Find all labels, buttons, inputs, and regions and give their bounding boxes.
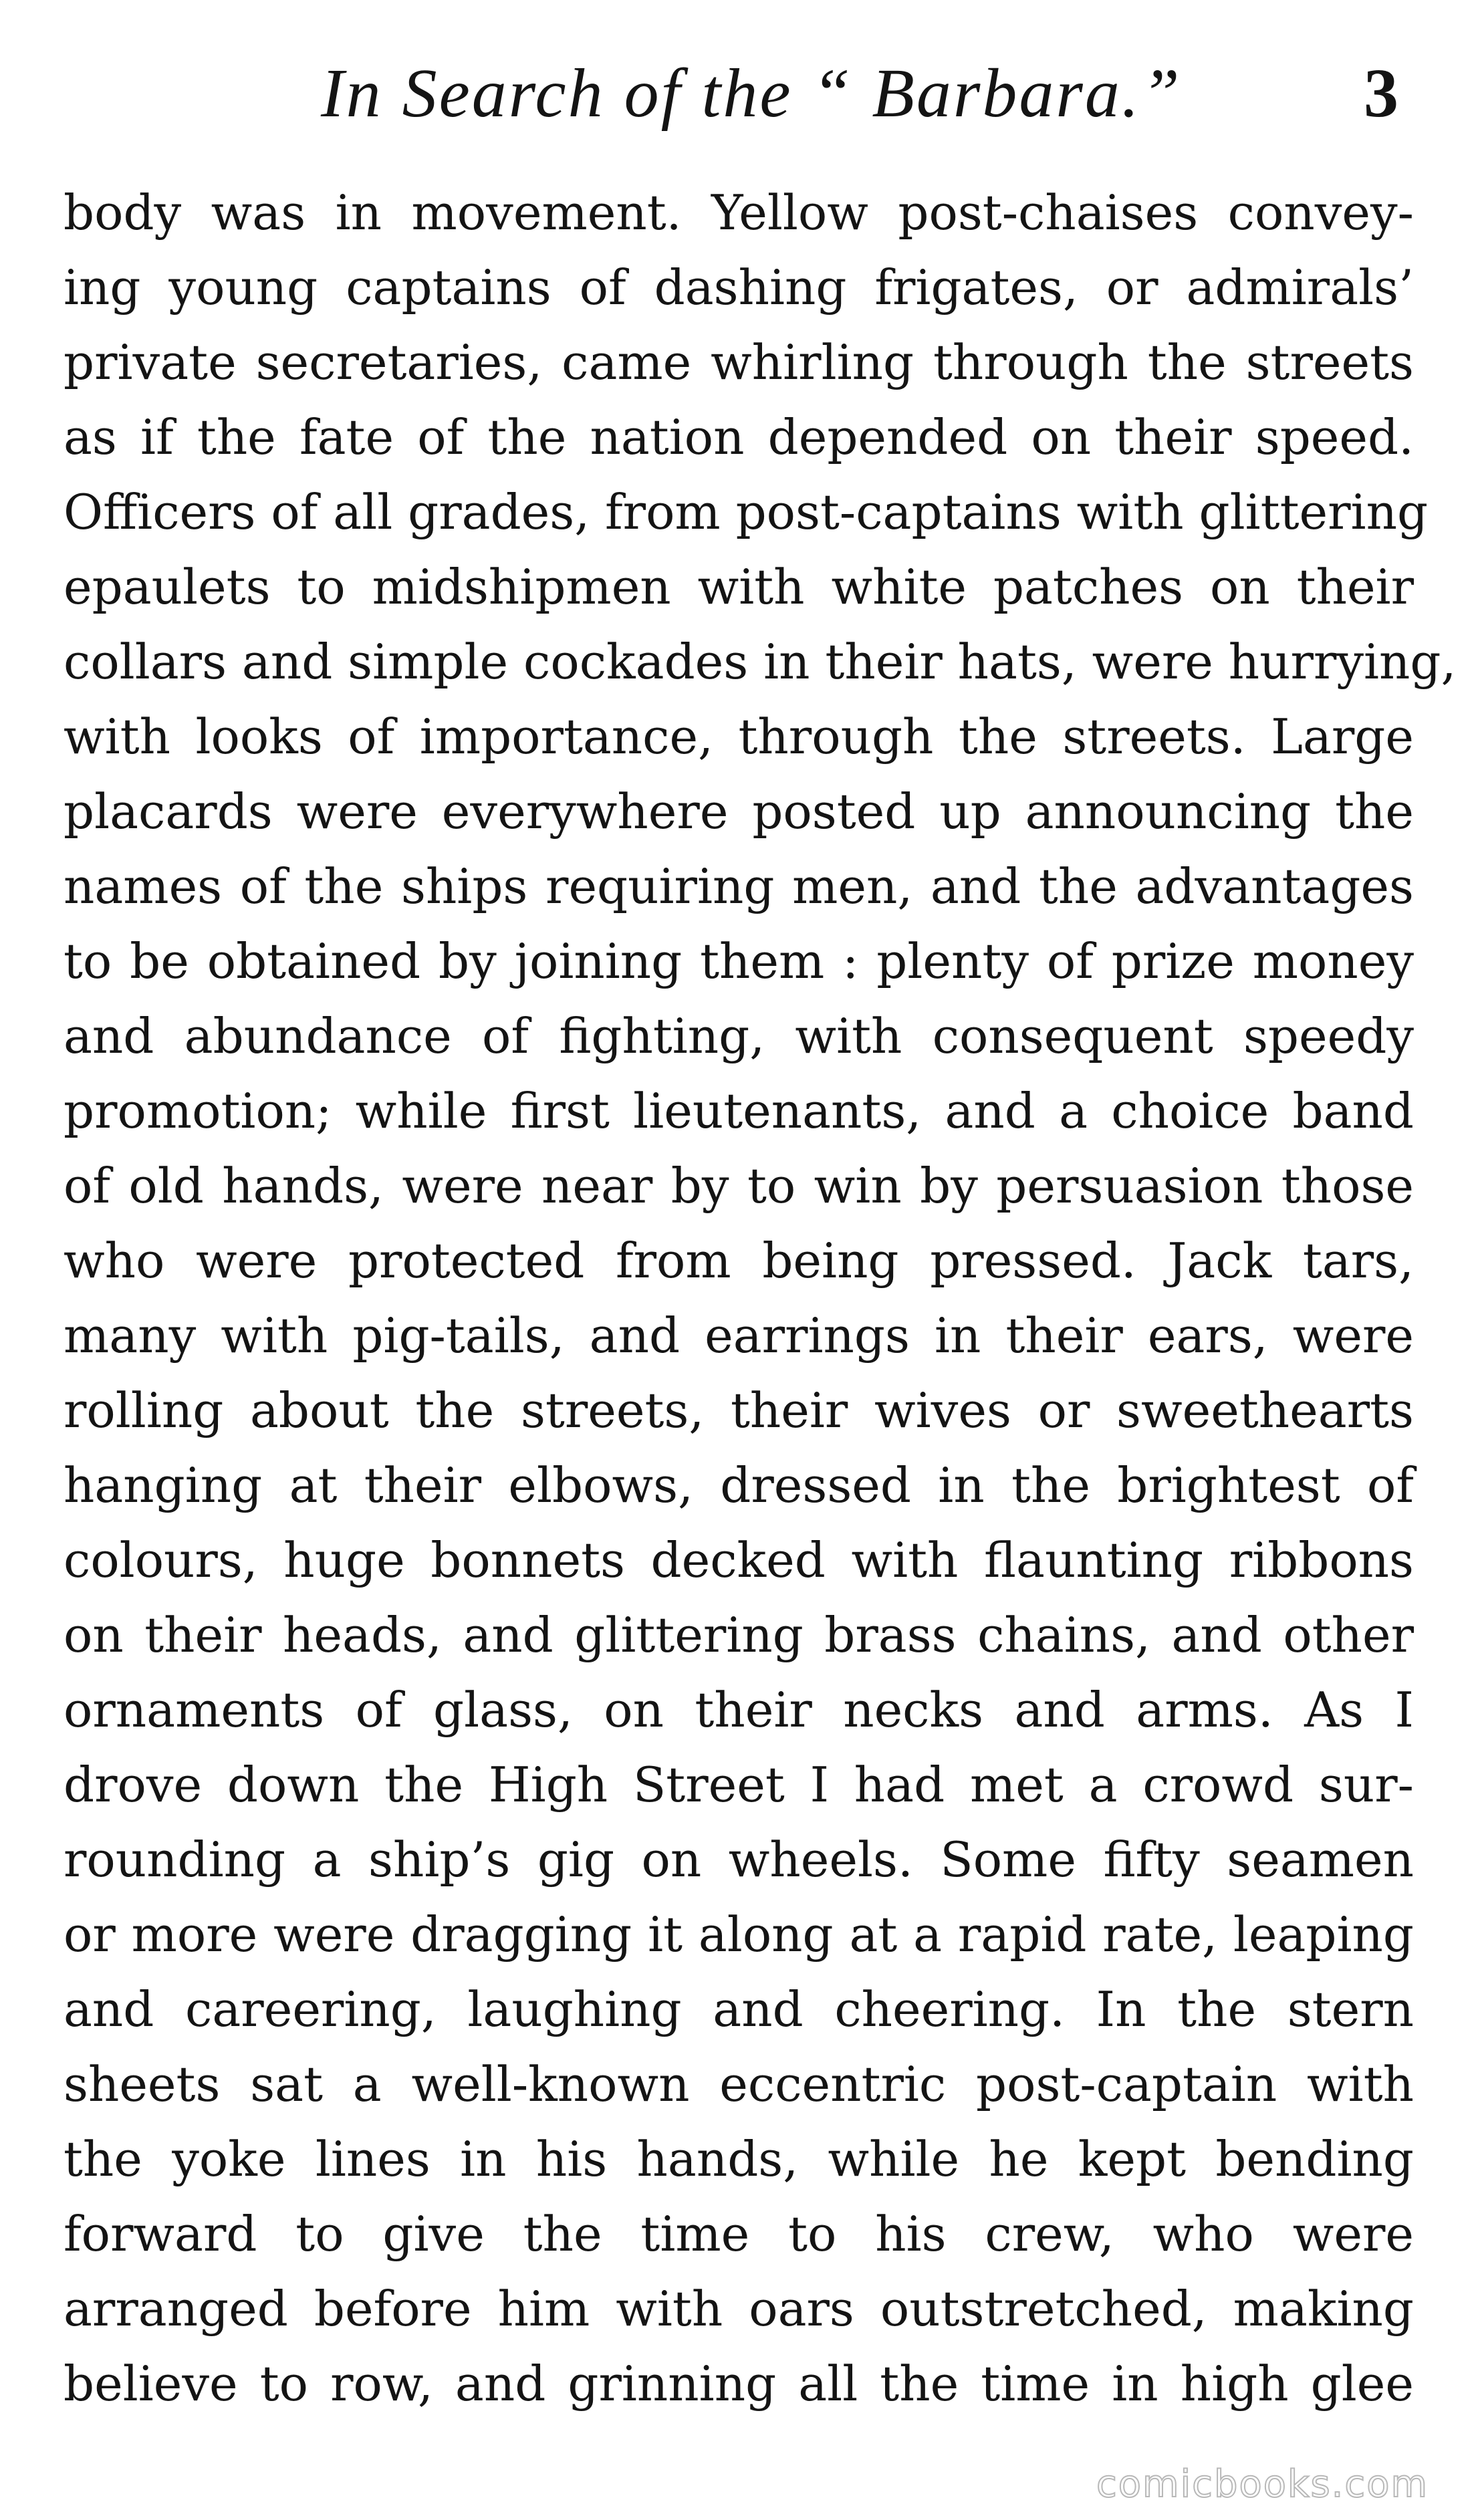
text-line: Officers of all grades, from post-captains with glittering: [64, 484, 1429, 540]
text-line: ornaments of glass, on their necks and arms. As I: [64, 1682, 1414, 1738]
running-title: In Search of the “ Barbara.”: [321, 55, 1182, 132]
text-line: or more were dragging it along at a rapid rate, leaping: [64, 1906, 1414, 1963]
text-line: rolling about the streets, their wives or sweethearts: [64, 1382, 1414, 1438]
text-line: forward to give the time to his crew, who were: [64, 2206, 1414, 2262]
text-line: ing young captains of dashing frigates, or admirals’: [64, 259, 1414, 316]
text-line: colours, huge bonnets decked with flaunting ribbons: [64, 1532, 1414, 1588]
text-line: on their heads, and glittering brass chains, and other: [64, 1607, 1414, 1663]
text-line: and careering, laughing and cheering. In the stern: [64, 1981, 1414, 2037]
text-line: drove down the High Street I had met a crowd sur-: [64, 1757, 1414, 1813]
text-line: sheets sat a well-known eccentric post-captain with: [64, 2056, 1414, 2112]
page-number: 3: [1364, 55, 1398, 132]
text-line: with looks of importance, through the streets. Large: [64, 709, 1414, 765]
text-line: collars and simple cockades in their hats, were hurrying,: [64, 634, 1457, 690]
text-line: hanging at their elbows, dressed in the brightest of: [64, 1457, 1414, 1513]
text-line: who were protected from being pressed. Jack tars,: [64, 1233, 1414, 1289]
text-line: many with pig-tails, and earrings in their ears, were: [64, 1307, 1414, 1364]
watermark: comicbooks.com: [1096, 2463, 1429, 2506]
text-line: names of the ships requiring men, and the advantages: [64, 858, 1414, 914]
text-line: rounding a ship’s gig on wheels. Some fifty seamen: [64, 1832, 1414, 1888]
text-line: as if the fate of the nation depended on their speed.: [64, 409, 1414, 465]
text-line: to be obtained by joining them : plenty of prize money: [64, 933, 1414, 989]
text-line: the yoke lines in his hands, while he kept bending: [64, 2131, 1414, 2187]
text-line: promotion; while first lieutenants, and a choice band: [64, 1083, 1414, 1139]
text-line: private secretaries, came whirling through the streets: [64, 334, 1414, 390]
text-line: body was in movement. Yellow post-chaises convey-: [64, 184, 1414, 241]
text-line: and abundance of fighting, with consequent speedy: [64, 1008, 1414, 1064]
running-head: [0, 47, 1476, 140]
text-line: of old hands, were near by to win by persuasion those: [64, 1158, 1414, 1214]
text-line: arranged before him with oars outstretched, making: [64, 2281, 1414, 2337]
text-line: placards were everywhere posted up announcing the: [64, 783, 1414, 840]
text-line: epaulets to midshipmen with white patches on their: [64, 559, 1414, 615]
body-text: [64, 175, 1457, 2421]
text-line: believe to row, and grinning all the time in high glee: [64, 2356, 1414, 2412]
